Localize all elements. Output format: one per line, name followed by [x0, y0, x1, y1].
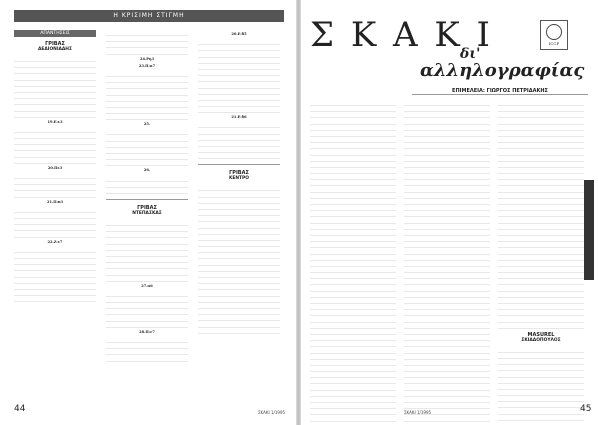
game-title: MASUREL	[527, 331, 555, 338]
body-text	[14, 56, 96, 118]
title-letter: Α	[393, 15, 418, 55]
move-line: 21.Π:π3	[46, 199, 64, 204]
left-column-3	[198, 30, 280, 334]
left-footer: ΣΚΑΚΙ 1/1995	[258, 410, 286, 415]
move-line: 19.Ε:ε3	[47, 119, 63, 124]
move-line: 24.Ρη3	[139, 56, 155, 61]
answers-label: ΑΠΑΝΤΗΣΕΙΣ	[14, 30, 96, 37]
side-tab	[584, 180, 594, 280]
editor-credit: ΕΠΙΜΕΛΕΙΑ: ΓΙΩΡΓΟΣ ΠΕΤΡΙΔΑΚΗΣ	[412, 88, 588, 95]
move-line: 20.Πε3	[47, 165, 63, 170]
move-line: 20.Ε:δ5	[231, 32, 247, 36]
game-title: ΓΡΙΒΑΣ	[137, 205, 157, 211]
game-title: ΓΡΙΒΑΣ	[229, 170, 249, 177]
game-subtitle: ΚΕΝΤΡΟ	[228, 176, 250, 182]
right-column-1	[310, 100, 396, 425]
title-letter: Κ	[434, 15, 460, 55]
left-column-2	[106, 30, 188, 362]
title-letter: Σ	[310, 15, 335, 55]
title-letter: Ι	[476, 15, 490, 55]
game-subtitle: ΣΚΙΑΔΟΠΟΥΛΟΣ	[521, 337, 561, 343]
right-footer: ΣΚΑΚΙ 1/1995	[404, 410, 432, 415]
game-subtitle: ΑΕΔΙΟΝΙΑΔΗΣ	[38, 47, 72, 52]
page-number-left: 44	[14, 404, 26, 414]
subtitle-top: δι'	[460, 46, 481, 62]
left-page	[0, 0, 297, 425]
title-block	[310, 16, 590, 86]
game-title: ΓΡΙΒΑΣ	[45, 41, 65, 47]
title-letter: Κ	[350, 15, 377, 55]
move-line: 25.	[143, 122, 151, 127]
game-subtitle: ΝΤΕΠΑΣΚΑΣ	[132, 211, 162, 216]
iccf-logo: ICCF	[540, 20, 568, 50]
move-line: 28.Π:ε7	[139, 329, 155, 334]
move-line: 27.α6	[141, 283, 153, 288]
right-page	[300, 0, 598, 425]
subtitle: αλληλογραφίας	[420, 60, 585, 81]
move-line: 21.Ε:δ6	[231, 115, 247, 120]
right-column-2	[404, 100, 490, 425]
move-line: 26.	[143, 168, 151, 173]
right-column-3	[498, 100, 584, 425]
move-line: 23.Π:α7	[138, 63, 156, 68]
page-number-right: 45	[580, 404, 592, 414]
move-line: 22.Ζ:ε7	[47, 239, 63, 244]
left-column-1	[14, 30, 96, 302]
section-header: Η ΚΡΙΣΙΜΗ ΣΤΙΓΜΗ	[14, 10, 284, 22]
